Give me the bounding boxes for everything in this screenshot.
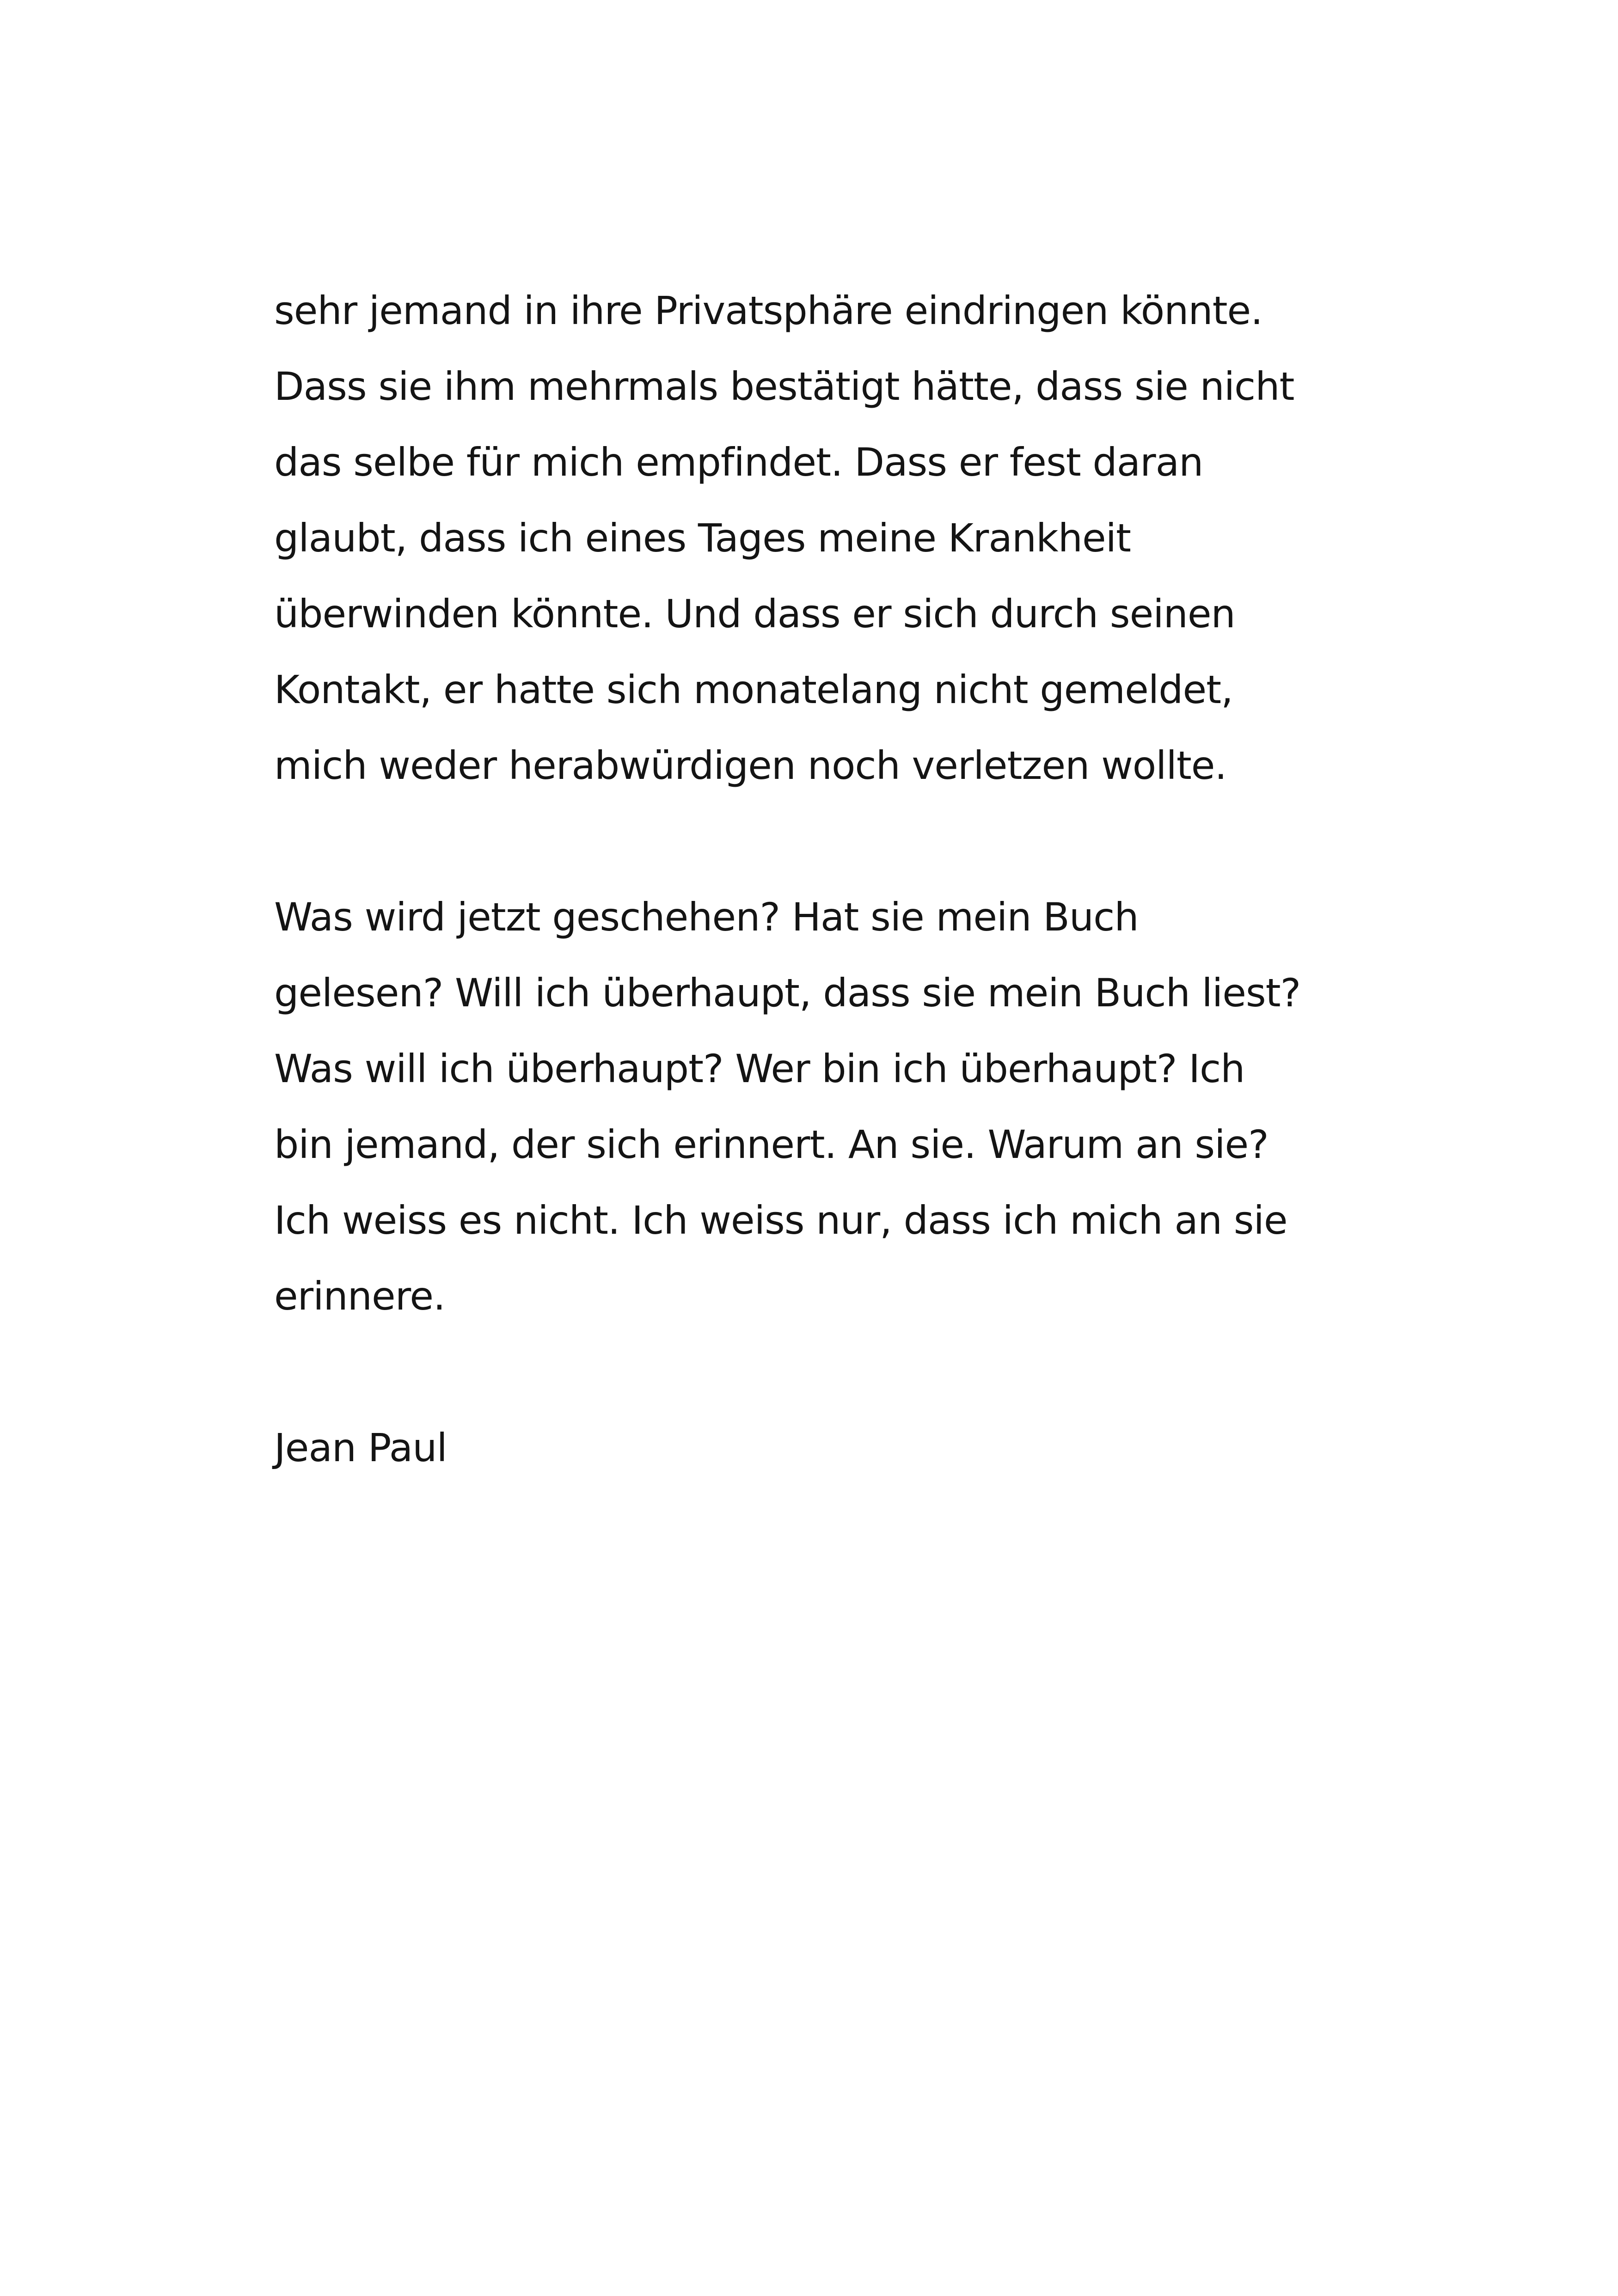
document-text xyxy=(274,273,1430,1486)
paragraph-spacer xyxy=(274,1334,1430,1410)
author-signature: Jean Paul xyxy=(274,1425,447,1470)
text-line: Kontakt, er hatte sich monatelang nicht gemeldet, xyxy=(274,667,1233,712)
text-line: glaubt, dass ich eines Tages meine Krankheit xyxy=(274,515,1131,561)
text-line: Dass sie ihm mehrmals bestätigt hätte, dass sie nicht xyxy=(274,364,1294,409)
text-line: überwinden könnte. Und dass er sich durch seinen xyxy=(274,591,1235,637)
paragraph-2 xyxy=(274,879,1430,1334)
text-line: erinnere. xyxy=(274,1274,445,1319)
text-line: das selbe für mich empfindet. Dass er fest daran xyxy=(274,440,1203,485)
paragraph-spacer xyxy=(274,803,1430,879)
text-line: bin jemand, der sich erinnert. An sie. Warum an sie? xyxy=(274,1122,1269,1167)
text-line: Ich weiss es nicht. Ich weiss nur, dass ich mich an sie xyxy=(274,1198,1287,1243)
text-line: sehr jemand in ihre Privatsphäre eindringen könnte. xyxy=(274,288,1263,333)
text-line: mich weder herabwürdigen noch verletzen wollte. xyxy=(274,743,1227,788)
text-line: gelesen? Will ich überhaupt, dass sie mein Buch liest? xyxy=(274,970,1301,1016)
text-line: Was wird jetzt geschehen? Hat sie mein Buch xyxy=(274,894,1139,940)
paragraph-1 xyxy=(274,273,1430,803)
text-line: Was will ich überhaupt? Wer bin ich überhaupt? Ich xyxy=(274,1046,1245,1091)
